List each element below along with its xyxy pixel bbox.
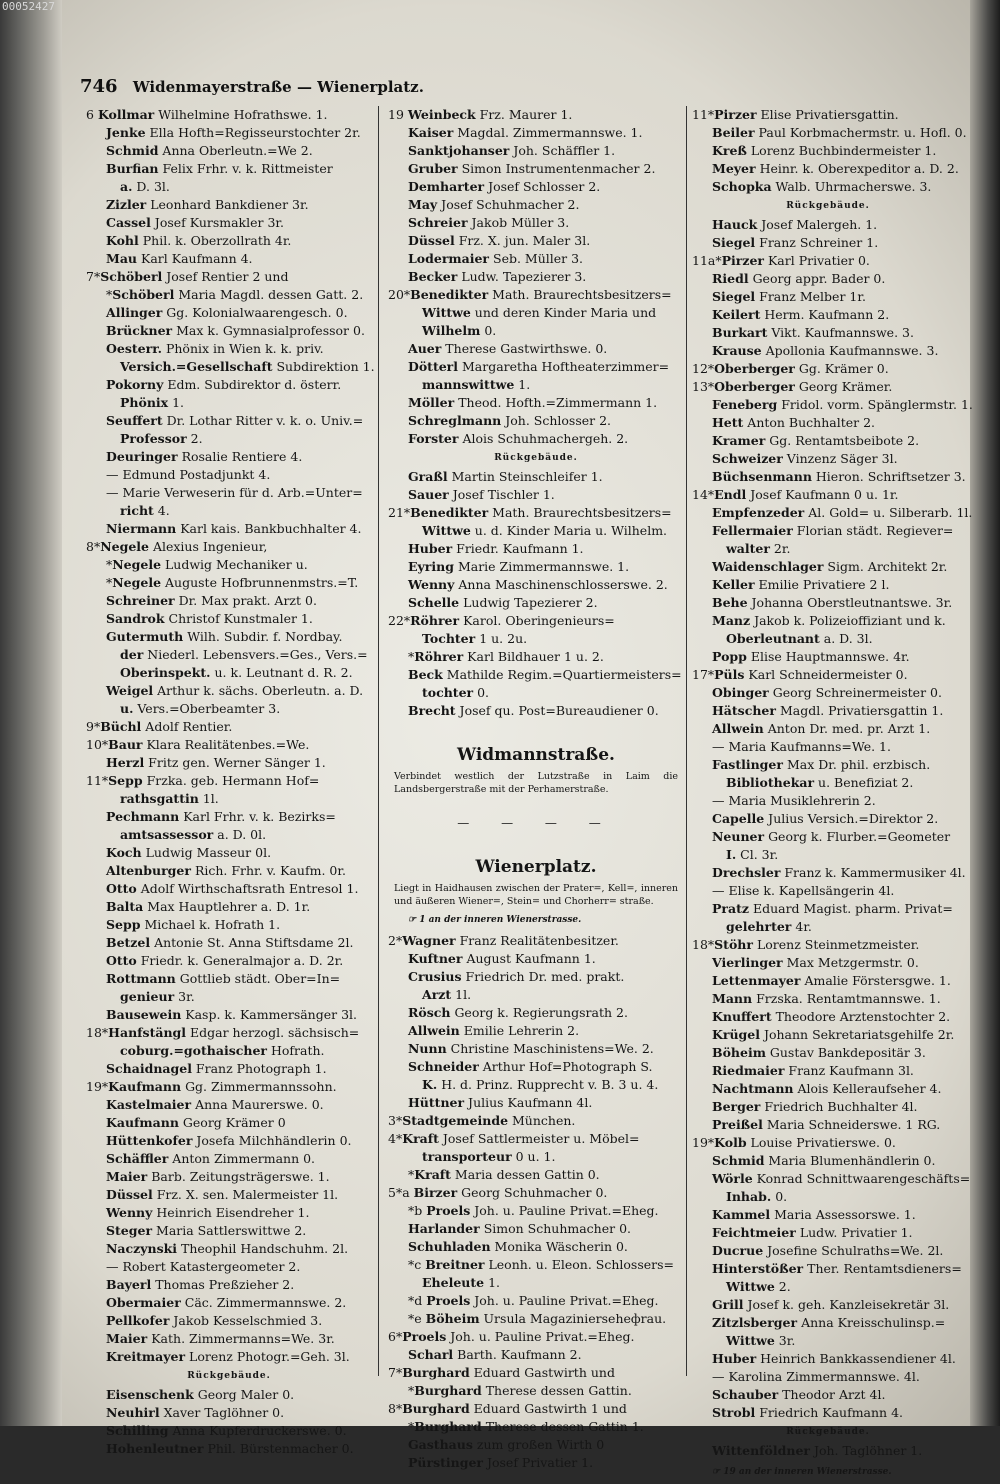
- directory-entry: Cassel Josef Kursmakler 3r.: [106, 215, 285, 230]
- directory-entry: 12*Oberberger Gg. Krämer 0.: [692, 361, 889, 376]
- directory-entry: 7*Schöberl Josef Rentier 2 und: [86, 269, 289, 284]
- directory-entry: 5*a Birzer Georg Schuhmacher 0.: [388, 1185, 608, 1200]
- directory-entry: Eyring Marie Zimmermannswe. 1.: [408, 559, 630, 574]
- directory-entry: Wenny Heinrich Eisendreher 1.: [106, 1205, 310, 1220]
- directory-entry: 9*Büchl Adolf Rentier.: [86, 719, 233, 734]
- directory-entry: 19*Kolb Louise Privatierswe. 0.: [692, 1135, 896, 1150]
- directory-entry: Kramer Gg. Rentamtsbeibote 2.: [712, 433, 920, 448]
- directory-entry: 11*Sepp Frzka. geb. Hermann Hof=: [86, 773, 320, 788]
- directory-entry: Niermann Karl kais. Bankbuchhalter 4.: [106, 521, 362, 536]
- directory-entry: Seuffert Dr. Lothar Ritter v. k. o. Univ.=: [106, 413, 364, 428]
- directory-entry: *Burghard Therese dessen Gattin 1.: [408, 1419, 644, 1434]
- directory-entry: Preißel Maria Schneiderswe. 1 RG.: [712, 1117, 941, 1132]
- directory-entry: Rottmann Gottlieb städt. Ober=In=: [106, 971, 341, 986]
- directory-entry: Kohl Phil. k. Oberzollrath 4r.: [106, 233, 292, 248]
- directory-entry: K. H. d. Prinz. Rupprecht v. B. 3 u. 4.: [422, 1077, 659, 1092]
- directory-entry: transporteur 0 u. 1.: [422, 1149, 556, 1164]
- directory-entry: Eisenschenk Georg Maler 0.: [106, 1387, 295, 1402]
- directory-entry: Obinger Georg Schreinermeister 0.: [712, 685, 942, 700]
- directory-entry: Beck Mathilde Regim.=Quartiermeisters=: [408, 667, 682, 682]
- directory-entry: Neuhirl Xaver Taglöhner 0.: [106, 1405, 285, 1420]
- directory-entry: Ducrue Josefine Schulraths=We. 2l.: [712, 1243, 944, 1258]
- directory-entry: Koch Ludwig Masseur 0l.: [106, 845, 272, 860]
- column-1: [86, 106, 375, 1458]
- directory-entry: Krügel Johann Sekretariatsgehilfe 2r.: [712, 1027, 955, 1042]
- directory-entry: Burfian Felix Frhr. v. k. Rittmeister: [106, 161, 333, 176]
- directory-entry: Maier Kath. Zimmermanns=We. 3r.: [106, 1331, 335, 1346]
- directory-entry: — Maria Kaufmanns=We. 1.: [712, 739, 891, 754]
- directory-entry: Kaufmann Georg Krämer 0: [106, 1115, 286, 1130]
- directory-entry: *Schöberl Maria Magdl. dessen Gatt. 2.: [106, 287, 364, 302]
- directory-entry: Behe Johanna Oberstleutnantswe. 3r.: [712, 595, 953, 610]
- directory-entry: I. Cl. 3r.: [726, 847, 779, 862]
- directory-entry: Wittenföldner Joh. Taglöhner 1.: [712, 1443, 923, 1458]
- directory-entry: 18*Hanfstängl Edgar herzogl. sächsisch=: [86, 1025, 360, 1040]
- directory-entry: Schweizer Vinzenz Säger 3l.: [712, 451, 898, 466]
- directory-entry: Wittwe 3r.: [726, 1333, 796, 1348]
- directory-entry: Wilhelm 0.: [422, 323, 497, 338]
- street-description: Verbindet westlich der Lutzstraße in Laim die Landsbergerstraße mit der Perhamerstraße.: [394, 771, 678, 795]
- directory-entry: *Negele Auguste Hofbrunnenmstrs.=T.: [106, 575, 359, 590]
- cross-reference-note: ☞ 19 an der inneren Wienerstrasse.: [712, 1467, 892, 1477]
- directory-entry: Grill Josef k. geh. Kanzleisekretär 3l.: [712, 1297, 950, 1312]
- directory-entry: Gasthaus zum großen Wirth 0: [408, 1437, 605, 1452]
- directory-entry: Wörle Konrad Schnittwaarengeschäfts=: [712, 1171, 971, 1186]
- book-gutter-shadow: [0, 0, 62, 1426]
- directory-entry: Oesterr. Phönix in Wien k. k. priv.: [106, 341, 324, 356]
- directory-entry: Schuhladen Monika Wäscherin 0.: [408, 1239, 628, 1254]
- directory-entry: *Burghard Therese dessen Gattin.: [408, 1383, 632, 1398]
- directory-entry: — Robert Katastergeometer 2.: [106, 1259, 301, 1274]
- directory-entry: Kreß Lorenz Buchbindermeister 1.: [712, 143, 937, 158]
- cross-reference-note: ☞ 1 an der inneren Wienerstrasse.: [408, 915, 582, 925]
- directory-entry: Keilert Herm. Kaufmann 2.: [712, 307, 890, 322]
- directory-entry: Düssel Frz. X. jun. Maler 3l.: [408, 233, 591, 248]
- directory-entry: Sandrok Christof Kunstmaler 1.: [106, 611, 313, 626]
- directory-entry: Bausewein Kasp. k. Kammersänger 3l.: [106, 1007, 358, 1022]
- page-title: Widenmayerstraße — Wienerplatz.: [132, 78, 424, 96]
- directory-entry: Hinterstößer Ther. Rentamtsdieners=: [712, 1261, 962, 1276]
- directory-entry: Huber Friedr. Kaufmann 1.: [408, 541, 584, 556]
- directory-entry: *d Proels Joh. u. Pauline Privat.=Eheg.: [408, 1293, 659, 1308]
- directory-entry: Kuftner August Kaufmann 1.: [408, 951, 596, 966]
- directory-entry: richt 4.: [120, 503, 170, 518]
- directory-entry: May Josef Schuhmacher 2.: [408, 197, 580, 212]
- directory-entry: *b Proels Joh. u. Pauline Privat.=Eheg.: [408, 1203, 659, 1218]
- directory-entry: 4*Kraft Josef Sattlermeister u. Möbel=: [388, 1131, 640, 1146]
- directory-entry: Fellermaier Florian städt. Regiever=: [712, 523, 954, 538]
- scan-id: 00052427: [2, 0, 55, 13]
- directory-entry: Fastlinger Max Dr. phil. erzbisch.: [712, 757, 931, 772]
- directory-entry: Schopka Walb. Uhrmacherswe. 3.: [712, 179, 932, 194]
- directory-entry: gelehrter 4r.: [726, 919, 812, 934]
- directory-entry: Hauck Josef Malergeh. 1.: [712, 217, 878, 232]
- directory-entry: Hüttenkofer Josefa Milchhändlerin 0.: [106, 1133, 352, 1148]
- directory-entry: Möller Theod. Hofth.=Zimmermann 1.: [408, 395, 658, 410]
- directory-entry: Böheim Gustav Bankdepositär 3.: [712, 1045, 926, 1060]
- directory-entry: Weigel Arthur k. sächs. Oberleutn. a. D.: [106, 683, 364, 698]
- directory-entry: walter 2r.: [726, 541, 791, 556]
- directory-entry: Inhab. 0.: [726, 1189, 788, 1204]
- directory-entry: 18*Stöhr Lorenz Steinmetzmeister.: [692, 937, 920, 952]
- directory-entry: Hüttner Julius Kaufmann 4l.: [408, 1095, 593, 1110]
- directory-entry: Mau Karl Kaufmann 4.: [106, 251, 253, 266]
- directory-entry: Obermaier Cäc. Zimmermannswe. 2.: [106, 1295, 347, 1310]
- directory-entry: Riedmaier Franz Kaufmann 3l.: [712, 1063, 914, 1078]
- directory-entry: amtsassessor a. D. 0l.: [120, 827, 267, 842]
- page-header: [80, 76, 424, 97]
- directory-entry: Harlander Simon Schuhmacher 0.: [408, 1221, 632, 1236]
- directory-entry: Huber Heinrich Bankkassendiener 4l.: [712, 1351, 956, 1366]
- directory-entry: Scharl Barth. Kaufmann 2.: [408, 1347, 582, 1362]
- directory-entry: Bayerl Thomas Preßzieher 2.: [106, 1277, 295, 1292]
- directory-entry: Demharter Josef Schlosser 2.: [408, 179, 601, 194]
- directory-entry: Pürstinger Josef Privatier 1.: [408, 1455, 594, 1470]
- directory-entry: Gruber Simon Instrumentenmacher 2.: [408, 161, 656, 176]
- directory-entry: Krause Apollonia Kaufmannswe. 3.: [712, 343, 939, 358]
- directory-entry: Kreitmayer Lorenz Photogr.=Geh. 3l.: [106, 1349, 350, 1364]
- directory-entry: — Karolina Zimmermannswe. 4l.: [712, 1369, 920, 1384]
- section-subheading: Rückgebäude.: [786, 201, 870, 211]
- directory-entry: Pellkofer Jakob Kesselschmied 3.: [106, 1313, 323, 1328]
- page-number: 746: [80, 76, 118, 97]
- directory-entry: 3*Stadtgemeinde München.: [388, 1113, 576, 1128]
- directory-entry: mannswittwe 1.: [422, 377, 531, 392]
- section-subheading: Rückgebäude.: [187, 1371, 271, 1381]
- directory-entry: genieur 3r.: [120, 989, 195, 1004]
- directory-entry: Riedl Georg appr. Bader 0.: [712, 271, 886, 286]
- directory-entry: Neuner Georg k. Flurber.=Geometer: [712, 829, 951, 844]
- street-heading: Wienerplatz.: [475, 857, 597, 877]
- directory-entry: 6 Kollmar Wilhelmine Hofrathswe. 1.: [86, 107, 328, 122]
- directory-entry: Lodermaier Seb. Müller 3.: [408, 251, 584, 266]
- directory-entry: Sauer Josef Tischler 1.: [408, 487, 555, 502]
- directory-entry: Schmid Anna Oberleutn.=We 2.: [106, 143, 313, 158]
- directory-entry: Otto Adolf Wirthschaftsrath Entresol 1.: [106, 881, 359, 896]
- directory-entry: Feneberg Fridol. vorm. Spänglermstr. 1.: [712, 397, 973, 412]
- directory-entry: coburg.=gothaischer Hofrath.: [120, 1043, 325, 1058]
- directory-entry: Hohenleutner Phil. Bürstenmacher 0.: [106, 1441, 354, 1456]
- directory-entry: Phönix 1.: [120, 395, 185, 410]
- directory-entry: Beiler Paul Korbmachermstr. u. Hofl. 0.: [712, 125, 967, 140]
- directory-entry: 22*Röhrer Karol. Oberingenieurs=: [388, 613, 615, 628]
- directory-entry: Schauber Theodor Arzt 4l.: [712, 1387, 886, 1402]
- directory-entry: *c Breitner Leonh. u. Eleon. Schlossers=: [408, 1257, 675, 1272]
- directory-entry: Auer Therese Gastwirthswe. 0.: [408, 341, 608, 356]
- directory-entry: Steger Maria Sattlerswittwe 2.: [106, 1223, 307, 1238]
- directory-entry: 8*Burghard Eduard Gastwirth 1 und: [388, 1401, 627, 1416]
- directory-entry: Jenke Ella Hofth=Regisseurstochter 2r.: [106, 125, 361, 140]
- directory-entry: Schreier Jakob Müller 3.: [408, 215, 570, 230]
- directory-entry: Allwein Anton Dr. med. pr. Arzt 1.: [712, 721, 931, 736]
- directory-entry: Zizler Leonhard Bankdiener 3r.: [106, 197, 309, 212]
- directory-entry: Pokorny Edm. Subdirektor d. österr.: [106, 377, 342, 392]
- directory-entry: Nunn Christine Maschinistens=We. 2.: [408, 1041, 654, 1056]
- directory-entry: 11*Pirzer Elise Privatiersgattin.: [692, 107, 899, 122]
- directory-entry: Wenny Anna Maschinenschlosserswe. 2.: [408, 577, 668, 592]
- directory-entry: Maier Barb. Zeitungsträgerswe. 1.: [106, 1169, 330, 1184]
- directory-entry: Empfenzeder Al. Gold= u. Silberarb. 1l.: [712, 505, 973, 520]
- directory-entry: Wittwe und deren Kinder Maria und: [422, 305, 657, 320]
- directory-entry: Popp Elise Hauptmannswe. 4r.: [712, 649, 910, 664]
- directory-entry: Schaidnagel Franz Photograph 1.: [106, 1061, 327, 1076]
- directory-entry: 19*Kaufmann Gg. Zimmermannssohn.: [86, 1079, 337, 1094]
- directory-entry: Düssel Frz. X. sen. Malermeister 1l.: [106, 1187, 339, 1202]
- directory-entry: Graßl Martin Steinschleifer 1.: [408, 469, 603, 484]
- directory-entry: Deuringer Rosalie Rentiere 4.: [106, 449, 303, 464]
- column-rule: [378, 106, 379, 1376]
- column-2: [388, 106, 684, 1472]
- directory-entry: Mann Frzska. Rentamtmannswe. 1.: [712, 991, 941, 1006]
- directory-entry: Becker Ludw. Tapezierer 3.: [408, 269, 587, 284]
- directory-entry: Berger Friedrich Buchhalter 4l.: [712, 1099, 918, 1114]
- directory-entry: Schäffler Anton Zimmermann 0.: [106, 1151, 316, 1166]
- directory-entry: Dötterl Margaretha Hoftheaterzimmer=: [408, 359, 670, 374]
- directory-entry: *e Böheim Ursula Magazinierseheфrau.: [408, 1311, 667, 1326]
- street-heading: Widmannstraße.: [457, 745, 615, 765]
- directory-entry: rathsgattin 1l.: [120, 791, 219, 806]
- directory-entry: Rösch Georg k. Regierungsrath 2.: [408, 1005, 628, 1020]
- directory-entry: Vierlinger Max Metzgermstr. 0.: [712, 955, 919, 970]
- directory-entry: Forster Alois Schuhmachergeh. 2.: [408, 431, 629, 446]
- directory-entry: 6*Proels Joh. u. Pauline Privat.=Eheg.: [388, 1329, 635, 1344]
- directory-entry: Feichtmeier Ludw. Privatier 1.: [712, 1225, 913, 1240]
- directory-entry: Büchsenmann Hieron. Schriftsetzer 3.: [712, 469, 966, 484]
- directory-entry: Keller Emilie Privatiere 2 l.: [712, 577, 890, 592]
- directory-entry: tochter 0.: [422, 685, 490, 700]
- directory-entry: Strobl Friedrich Kaufmann 4.: [712, 1405, 904, 1420]
- directory-entry: Betzel Antonie St. Anna Stiftsdame 2l.: [106, 935, 354, 950]
- directory-entry: Sanktjohanser Joh. Schäffler 1.: [408, 143, 616, 158]
- directory-entry: Capelle Julius Versich.=Direktor 2.: [712, 811, 939, 826]
- directory-entry: 21*Benedikter Math. Braurechtsbesitzers=: [388, 505, 672, 520]
- directory-entry: Schelle Ludwig Tapezierer 2.: [408, 595, 598, 610]
- directory-entry: Schneider Arthur Hof=Photograph S.: [408, 1059, 653, 1074]
- directory-entry: Kaiser Magdal. Zimmermannswe. 1.: [408, 125, 643, 140]
- section-subheading: Rückgebäude.: [494, 453, 578, 463]
- directory-entry: *Kraft Maria dessen Gattin 0.: [408, 1167, 600, 1182]
- directory-entry: Sepp Michael k. Hofrath 1.: [106, 917, 281, 932]
- directory-entry: Tochter 1 u. 2u.: [422, 631, 528, 646]
- directory-entry: 8*Negele Alexius Ingenieur,: [86, 539, 268, 554]
- directory-entry: Siegel Franz Schreiner 1.: [712, 235, 879, 250]
- directory-entry: Schreiner Dr. Max prakt. Arzt 0.: [106, 593, 317, 608]
- directory-entry: Bibliothekar u. Benefiziat 2.: [726, 775, 914, 790]
- directory-entry: *Negele Ludwig Mechaniker u.: [106, 557, 308, 572]
- directory-entry: Professor 2.: [120, 431, 203, 446]
- directory-entry: 19 Weinbeck Frz. Maurer 1.: [388, 107, 573, 122]
- directory-entry: Manz Jakob k. Polizeioffiziant und k.: [712, 613, 946, 628]
- section-subheading: Rückgebäude.: [786, 1427, 870, 1437]
- directory-entry: — Maria Musiklehrerin 2.: [712, 793, 876, 808]
- directory-entry: 7*Burghard Eduard Gastwirth und: [388, 1365, 615, 1380]
- directory-entry: Pratz Eduard Magist. pharm. Privat=: [712, 901, 953, 916]
- column-rule: [686, 106, 687, 1376]
- directory-entry: 11a*Pirzer Karl Privatier 0.: [692, 253, 870, 268]
- directory-entry: 14*Endl Josef Kaufmann 0 u. 1r.: [692, 487, 899, 502]
- directory-entry: Kammel Maria Assessorswe. 1.: [712, 1207, 916, 1222]
- directory-entry: Oberleutnant a. D. 3l.: [726, 631, 873, 646]
- directory-entry: der Niederl. Lebensvers.=Ges., Vers.=: [120, 647, 368, 662]
- directory-entry: Wittwe 2.: [726, 1279, 791, 1294]
- directory-entry: Naczynski Theophil Handschuhm. 2l.: [106, 1241, 349, 1256]
- directory-entry: Lettenmayer Amalie Förstersgwe. 1.: [712, 973, 951, 988]
- directory-entry: Schmid Maria Blumenhändlerin 0.: [712, 1153, 936, 1168]
- directory-entry: Zitzlsberger Anna Kreisschulinsp.=: [712, 1315, 946, 1330]
- directory-entry: Versich.=Gesellschaft Subdirektion 1.: [120, 359, 375, 374]
- page-edge-shadow: [970, 0, 1000, 1426]
- directory-entry: Knuffert Theodore Arztenstochter 2.: [712, 1009, 951, 1024]
- directory-entry: Brückner Max k. Gymnasialprofessor 0.: [106, 323, 365, 338]
- directory-entry: Waidenschlager Sigm. Architekt 2r.: [712, 559, 948, 574]
- directory-entry: Schreglmann Joh. Schlosser 2.: [408, 413, 612, 428]
- directory-entry: Pechmann Karl Frhr. v. k. Bezirks=: [106, 809, 336, 824]
- section-divider: — — — —: [457, 816, 615, 830]
- directory-entry: Schilling Anna Kupferdruckerswe. 0.: [106, 1423, 347, 1438]
- directory-entry: Hett Anton Buchhalter 2.: [712, 415, 876, 430]
- directory-entry: a. D. 3l.: [120, 179, 170, 194]
- directory-entry: — Marie Verweserin für d. Arb.=Unter=: [106, 485, 363, 500]
- directory-entry: Wittwe u. d. Kinder Maria u. Wilhelm.: [422, 523, 668, 538]
- directory-entry: Herzl Fritz gen. Werner Sänger 1.: [106, 755, 326, 770]
- directory-entry: Burkart Vikt. Kaufmannswe. 3.: [712, 325, 914, 340]
- directory-entry: Drechsler Franz k. Kammermusiker 4l.: [712, 865, 966, 880]
- directory-entry: Siegel Franz Melber 1r.: [712, 289, 866, 304]
- directory-entry: 20*Benedikter Math. Braurechtsbesitzers=: [388, 287, 672, 302]
- directory-entry: 17*Püls Karl Schneidermeister 0.: [692, 667, 908, 682]
- directory-entry: Meyer Heinr. k. Oberexpeditor a. D. 2.: [712, 161, 959, 176]
- directory-entry: Gutermuth Wilh. Subdir. f. Nordbay.: [106, 629, 343, 644]
- directory-entry: Allinger Gg. Kolonialwaarengesch. 0.: [106, 305, 348, 320]
- directory-entry: Eheleute 1.: [422, 1275, 500, 1290]
- directory-entry: Oberinspekt. u. k. Leutnant d. R. 2.: [120, 665, 353, 680]
- directory-entry: 10*Baur Klara Realitätenbes.=We.: [86, 737, 310, 752]
- directory-entry: 2*Wagner Franz Realitätenbesitzer.: [388, 933, 619, 948]
- directory-entry: *Röhrer Karl Bildhauer 1 u. 2.: [408, 649, 604, 664]
- directory-entry: Otto Friedr. k. Generalmajor a. D. 2r.: [106, 953, 344, 968]
- directory-entry: u. Vers.=Oberbeamter 3.: [120, 701, 281, 716]
- directory-entry: 13*Oberberger Georg Krämer.: [692, 379, 893, 394]
- directory-entry: Allwein Emilie Lehrerin 2.: [408, 1023, 580, 1038]
- directory-entry: Altenburger Rich. Frhr. v. Kaufm. 0r.: [106, 863, 346, 878]
- directory-entry: Brecht Josef qu. Post=Bureaudiener 0.: [408, 703, 659, 718]
- directory-entry: Balta Max Hauptlehrer a. D. 1r.: [106, 899, 311, 914]
- directory-entry: Arzt 1l.: [422, 987, 472, 1002]
- directory-entry: — Elise k. Kapellsängerin 4l.: [712, 883, 895, 898]
- column-3: [692, 106, 973, 1484]
- directory-entry: Nachtmann Alois Kelleraufseher 4.: [712, 1081, 942, 1096]
- street-description: Liegt in Haidhausen zwischen der Prater=, Kell=, inneren und äußeren Wiener=, Stein= und Chorherr= straße.: [394, 883, 678, 907]
- directory-entry: — Edmund Postadjunkt 4.: [106, 467, 271, 482]
- directory-entry: Hätscher Magdl. Privatiersgattin 1.: [712, 703, 944, 718]
- directory-entry: Kastelmaier Anna Maurerswe. 0.: [106, 1097, 324, 1112]
- directory-entry: Crusius Friedrich Dr. med. prakt.: [408, 969, 625, 984]
